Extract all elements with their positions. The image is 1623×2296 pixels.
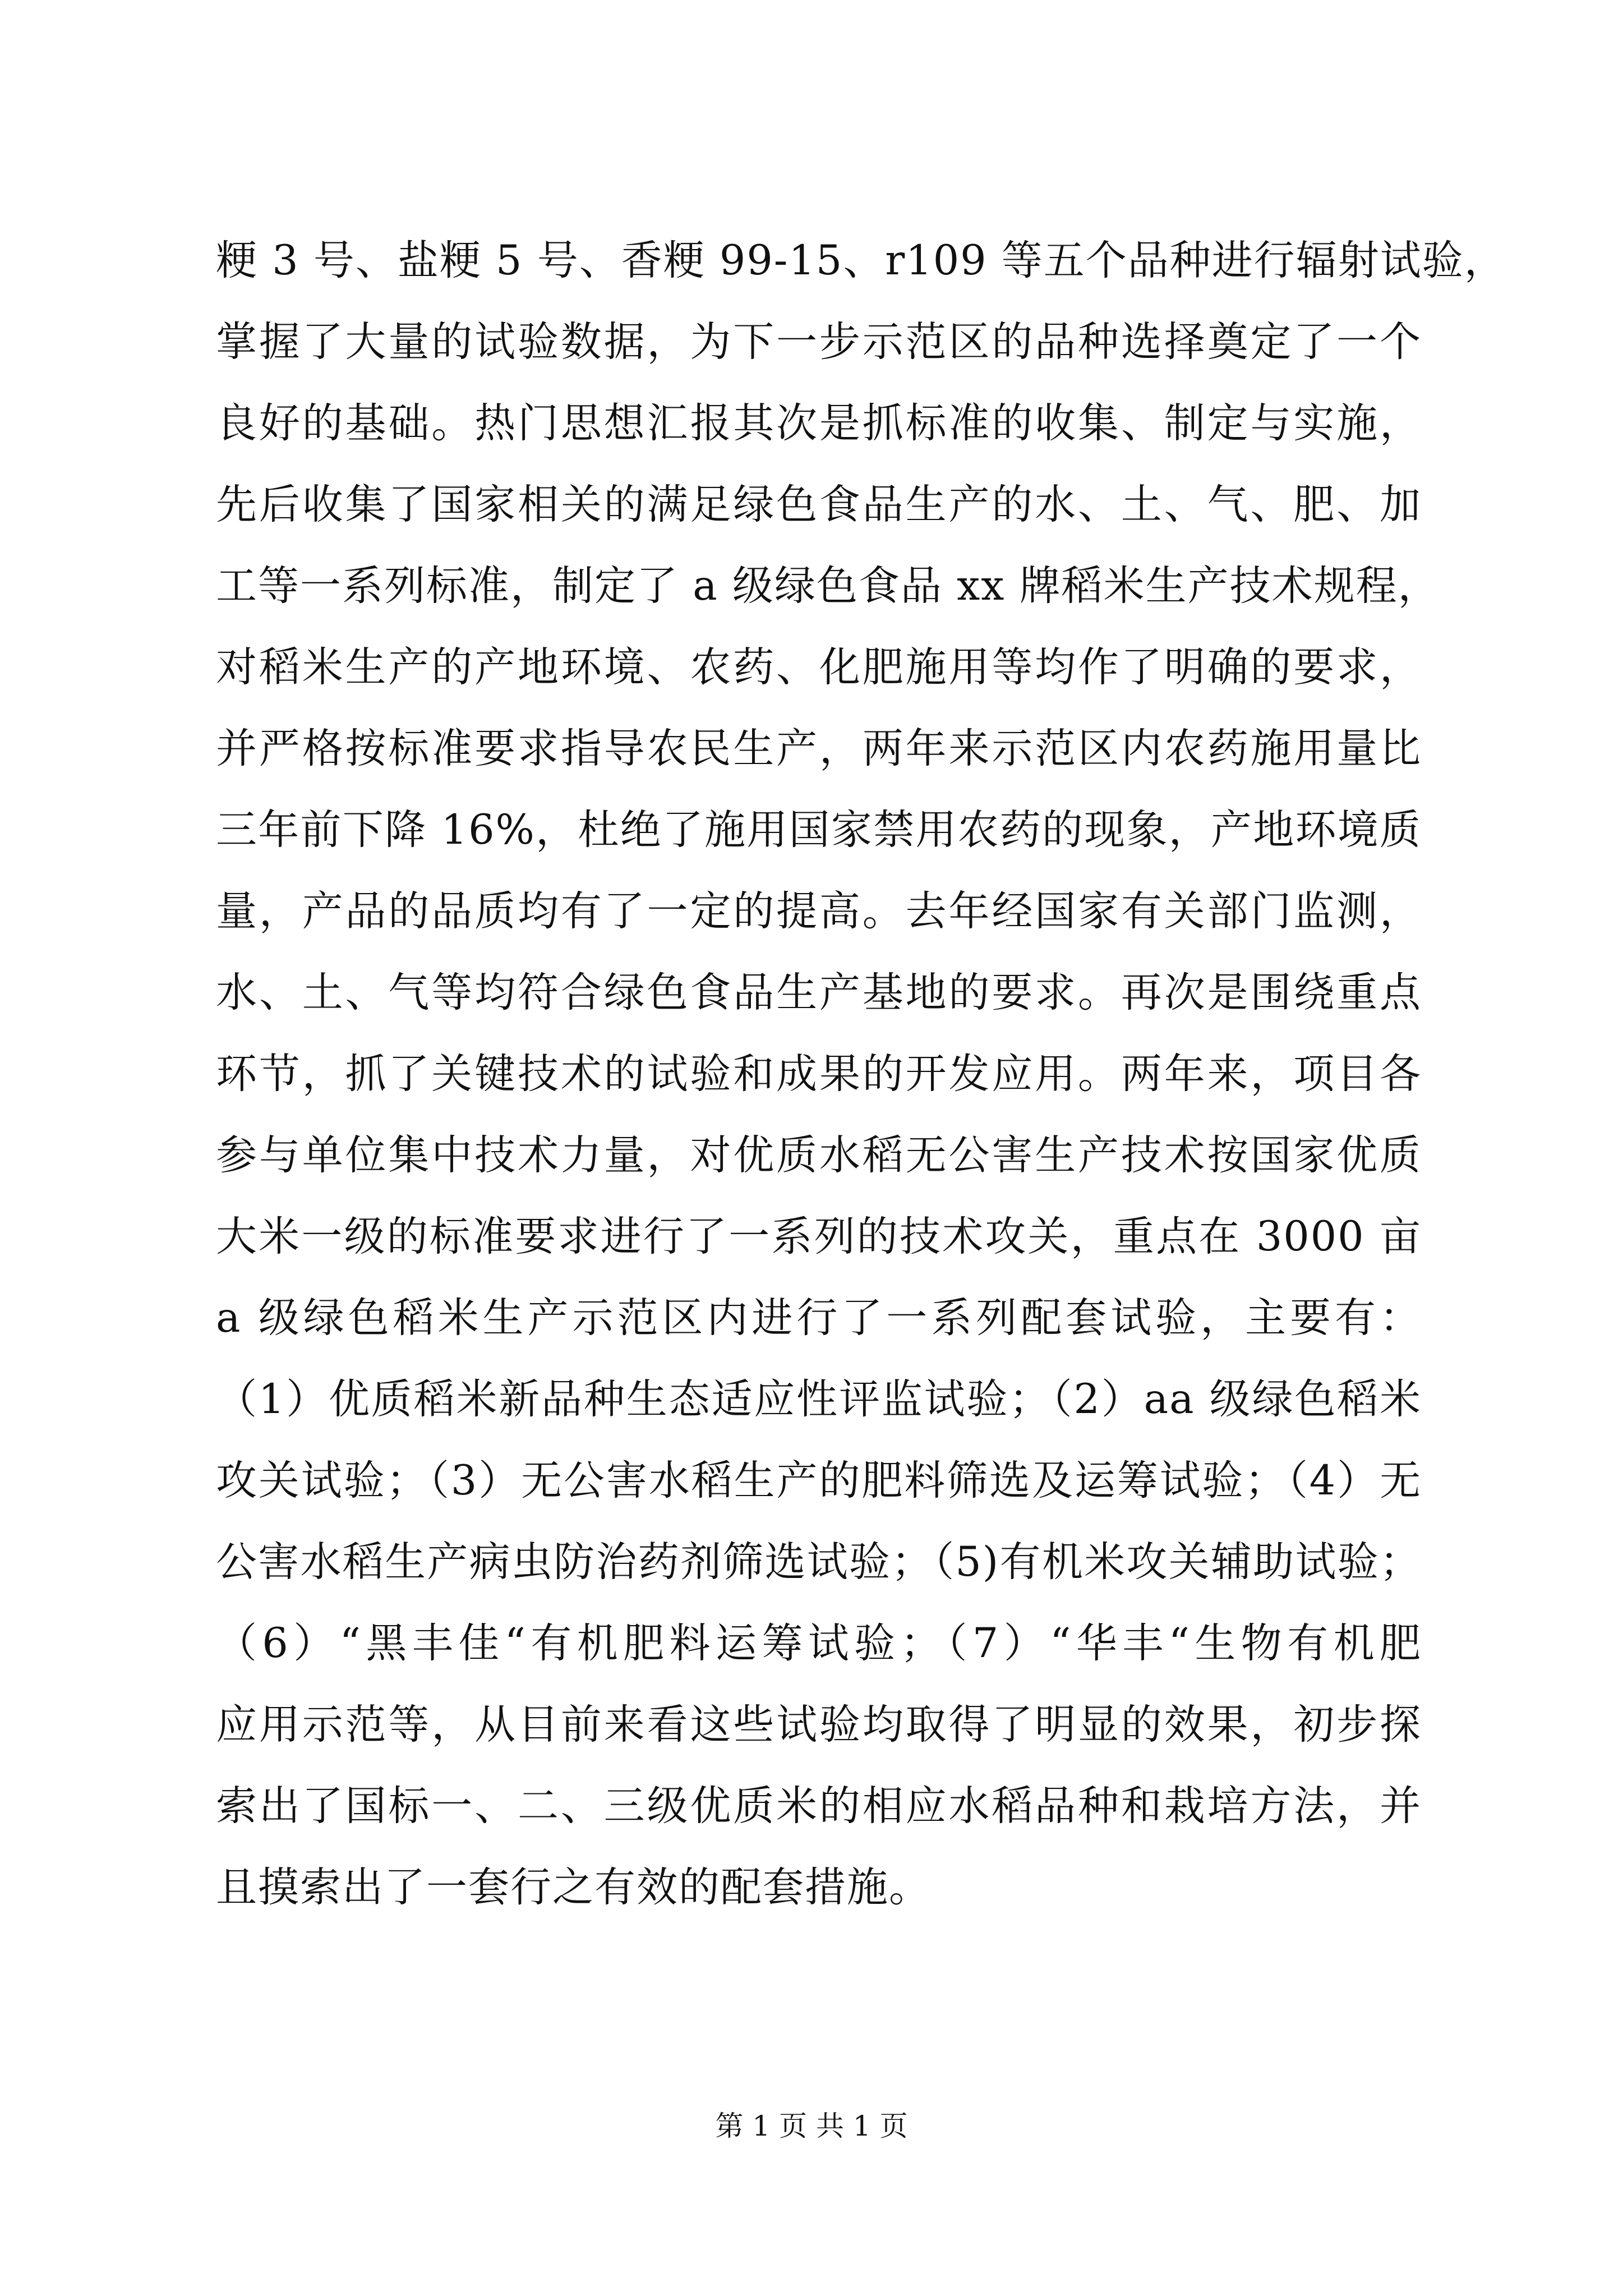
- text-line-1: 粳 3 号、盐粳 5 号、香粳 99-15、r109 等五个品种进行辐射试验，: [216, 237, 1506, 284]
- text-line-14: a 级绿色稻米生产示范区内进行了一系列配套试验，主要有：: [216, 1294, 1422, 1342]
- text-line-2: 掌握了大量的试验数据，为下一步示范区的品种选择奠定了一个: [216, 318, 1422, 366]
- text-line-6: 对稻米生产的产地环境、农药、化肥施用等均作了明确的要求，: [216, 643, 1422, 691]
- text-line-9: 量，产品的品质均有了一定的提高。去年经国家有关部门监测，: [216, 887, 1422, 935]
- text-line-18: （6）“黑丰佳“有机肥料运筹试验；（7）“华丰“生物有机肥: [216, 1619, 1422, 1667]
- body-paragraph: [216, 220, 1506, 1928]
- text-line-13: 大米一级的标准要求进行了一系列的技术攻关，重点在 3000 亩: [216, 1213, 1422, 1260]
- text-line-19: 应用示范等，从目前来看这些试验均取得了明显的效果，初步探: [216, 1701, 1422, 1749]
- text-line-20: 索出了国标一、二、三级优质米的相应水稻品种和栽培方法，并: [216, 1782, 1422, 1830]
- text-line-3: 良好的基础。热门思想汇报其次是抓标准的收集、制定与实施，: [216, 399, 1422, 447]
- text-line-15: （1）优质稻米新品种生态适应性评监试验；（2）aa 级绿色稻米: [216, 1375, 1422, 1423]
- text-line-7: 并严格按标准要求指导农民生产，两年来示范区内农药施用量比: [216, 725, 1422, 772]
- page-number-footer: 第 1 页 共 1 页: [715, 2110, 908, 2142]
- text-line-10: 水、土、气等均符合绿色食品生产基地的要求。再次是围绕重点: [216, 969, 1422, 1016]
- text-line-4: 先后收集了国家相关的满足绿色食品生产的水、土、气、肥、加: [216, 481, 1422, 528]
- text-line-12: 参与单位集中技术力量，对优质水稻无公害生产技术按国家优质: [216, 1131, 1422, 1179]
- text-line-8: 三年前下降 16%，杜绝了施用国家禁用农药的现象，产地环境质: [216, 806, 1422, 854]
- text-line-17: 公害水稻生产病虫防治药剂筛选试验；（5)有机米攻关辅助试验；: [216, 1538, 1422, 1586]
- text-line-11: 环节，抓了关键技术的试验和成果的开发应用。两年来，项目各: [216, 1050, 1422, 1098]
- text-line-5: 工等一系列标准，制定了 a 级绿色食品 xx 牌稻米生产技术规程，: [216, 562, 1440, 610]
- text-line-21: 且摸索出了一套行之有效的配套措施。: [216, 1864, 931, 1911]
- text-line-16: 攻关试验；（3）无公害水稻生产的肥料筛选及运筹试验；（4）无: [216, 1457, 1422, 1504]
